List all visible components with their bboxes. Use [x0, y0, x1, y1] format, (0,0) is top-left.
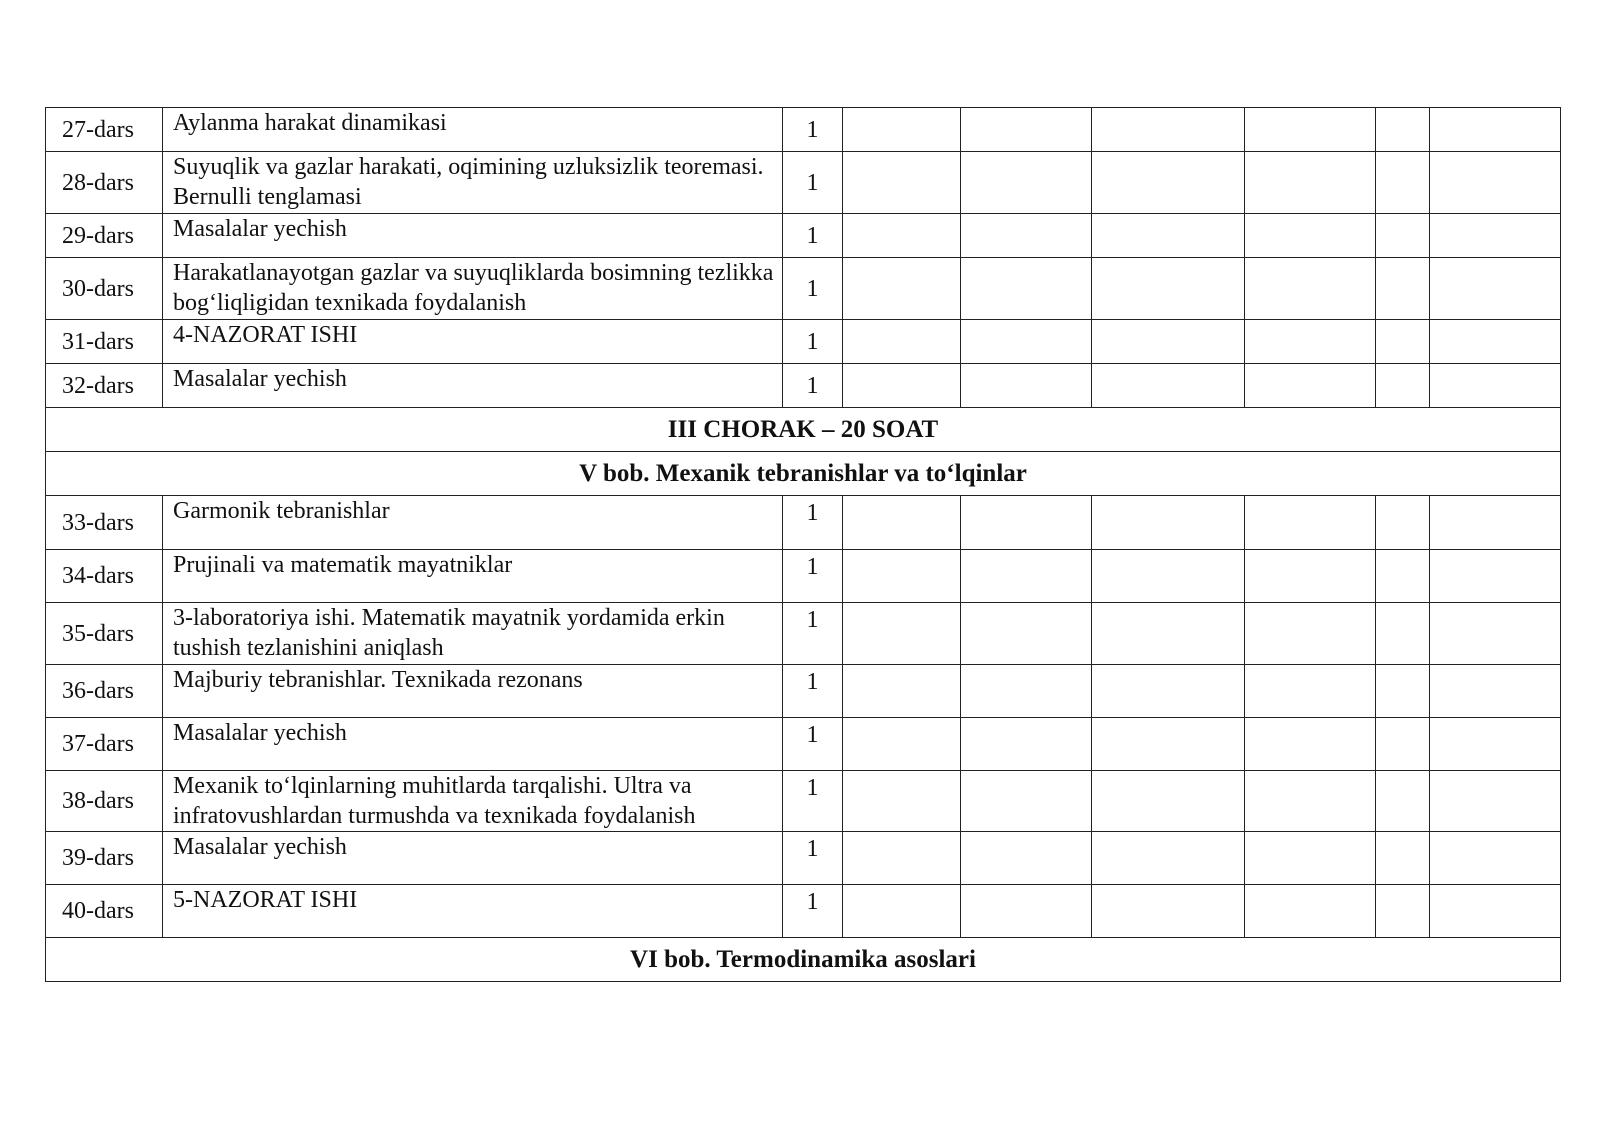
empty-cell — [1376, 885, 1430, 938]
lesson-topic: Masalalar yechish — [163, 364, 783, 408]
empty-cell — [843, 718, 961, 771]
lesson-hours: 1 — [783, 108, 843, 152]
empty-cell — [1092, 258, 1245, 320]
empty-cell — [1245, 832, 1376, 885]
empty-cell — [1376, 152, 1430, 214]
empty-cell — [961, 771, 1092, 832]
empty-cell — [843, 665, 961, 718]
empty-cell — [1245, 320, 1376, 364]
empty-cell — [1245, 364, 1376, 408]
empty-cell — [1092, 320, 1245, 364]
table-row — [46, 603, 1561, 665]
empty-cell — [961, 364, 1092, 408]
empty-cell — [1376, 550, 1430, 603]
empty-cell — [843, 885, 961, 938]
empty-cell — [1376, 771, 1430, 832]
lesson-topic: Masalalar yechish — [163, 718, 783, 771]
empty-cell — [961, 832, 1092, 885]
empty-cell — [961, 718, 1092, 771]
lesson-number: 38-dars — [46, 771, 163, 832]
lesson-number: 28-dars — [46, 152, 163, 214]
lesson-number: 40-dars — [46, 885, 163, 938]
lesson-topic: Masalalar yechish — [163, 214, 783, 258]
empty-cell — [1430, 214, 1561, 258]
lesson-topic: Masalalar yechish — [163, 832, 783, 885]
empty-cell — [1092, 718, 1245, 771]
table-row — [46, 364, 1561, 408]
empty-cell — [1092, 885, 1245, 938]
empty-cell — [1430, 320, 1561, 364]
lesson-number: 34-dars — [46, 550, 163, 603]
quarter-heading-row — [46, 408, 1561, 452]
lesson-topic: Garmonik tebranishlar — [163, 496, 783, 550]
lesson-topic: 3-laboratoriya ishi. Matematik mayatnik yordamida erkin tushish tezlanishini aniqlash — [163, 603, 783, 665]
empty-cell — [1376, 832, 1430, 885]
table-row — [46, 152, 1561, 214]
empty-cell — [1430, 832, 1561, 885]
chapter-heading: VI bob. Termodinamika asoslari — [46, 938, 1561, 982]
empty-cell — [843, 550, 961, 603]
empty-cell — [1092, 771, 1245, 832]
lesson-topic: Majburiy tebranishlar. Texnikada rezonans — [163, 665, 783, 718]
empty-cell — [843, 108, 961, 152]
empty-cell — [1430, 152, 1561, 214]
empty-cell — [1245, 771, 1376, 832]
empty-cell — [843, 214, 961, 258]
table-row — [46, 214, 1561, 258]
table-row — [46, 258, 1561, 320]
lesson-number: 33-dars — [46, 496, 163, 550]
chapter-heading-row — [46, 452, 1561, 496]
table-row — [46, 885, 1561, 938]
table-row — [46, 718, 1561, 771]
table-row — [46, 665, 1561, 718]
lesson-topic: 4-NAZORAT ISHI — [163, 320, 783, 364]
empty-cell — [1245, 603, 1376, 665]
empty-cell — [1245, 152, 1376, 214]
empty-cell — [961, 320, 1092, 364]
empty-cell — [843, 603, 961, 665]
empty-cell — [1245, 550, 1376, 603]
empty-cell — [1245, 718, 1376, 771]
lesson-hours: 1 — [783, 603, 843, 665]
table-row — [46, 108, 1561, 152]
empty-cell — [1430, 364, 1561, 408]
lesson-number: 37-dars — [46, 718, 163, 771]
empty-cell — [1092, 496, 1245, 550]
lesson-topic: Prujinali va matematik mayatniklar — [163, 550, 783, 603]
lesson-topic: Aylanma harakat dinamikasi — [163, 108, 783, 152]
lesson-hours: 1 — [783, 832, 843, 885]
lesson-number: 36-dars — [46, 665, 163, 718]
lesson-number: 29-dars — [46, 214, 163, 258]
empty-cell — [1245, 214, 1376, 258]
empty-cell — [961, 550, 1092, 603]
empty-cell — [1430, 718, 1561, 771]
empty-cell — [1376, 214, 1430, 258]
empty-cell — [843, 364, 961, 408]
empty-cell — [843, 496, 961, 550]
table-row — [46, 320, 1561, 364]
empty-cell — [843, 258, 961, 320]
lesson-number: 30-dars — [46, 258, 163, 320]
lesson-hours: 1 — [783, 885, 843, 938]
empty-cell — [1092, 214, 1245, 258]
empty-cell — [1376, 108, 1430, 152]
empty-cell — [1092, 152, 1245, 214]
lesson-topic: 5-NAZORAT ISHI — [163, 885, 783, 938]
empty-cell — [961, 152, 1092, 214]
empty-cell — [1092, 364, 1245, 408]
empty-cell — [1092, 665, 1245, 718]
empty-cell — [1430, 771, 1561, 832]
chapter-heading-row — [46, 938, 1561, 982]
quarter-heading: III CHORAK – 20 SOAT — [46, 408, 1561, 452]
table-row — [46, 832, 1561, 885]
empty-cell — [843, 152, 961, 214]
lesson-hours: 1 — [783, 320, 843, 364]
empty-cell — [1092, 108, 1245, 152]
empty-cell — [961, 496, 1092, 550]
empty-cell — [1430, 885, 1561, 938]
empty-cell — [1430, 258, 1561, 320]
empty-cell — [1245, 665, 1376, 718]
empty-cell — [1430, 603, 1561, 665]
empty-cell — [843, 832, 961, 885]
table-row — [46, 550, 1561, 603]
lesson-number: 27-dars — [46, 108, 163, 152]
empty-cell — [1430, 496, 1561, 550]
empty-cell — [1092, 603, 1245, 665]
table-row — [46, 771, 1561, 832]
empty-cell — [961, 885, 1092, 938]
empty-cell — [1376, 718, 1430, 771]
empty-cell — [961, 603, 1092, 665]
empty-cell — [1376, 496, 1430, 550]
lesson-hours: 1 — [783, 152, 843, 214]
empty-cell — [1245, 108, 1376, 152]
lesson-topic: Mexanik to‘lqinlarning muhitlarda tarqalishi. Ultra va infratovushlardan turmushda va texnikada foydalanish — [163, 771, 783, 832]
lesson-hours: 1 — [783, 214, 843, 258]
empty-cell — [1376, 364, 1430, 408]
lesson-hours: 1 — [783, 496, 843, 550]
empty-cell — [1376, 603, 1430, 665]
lesson-number: 35-dars — [46, 603, 163, 665]
empty-cell — [1430, 665, 1561, 718]
lesson-hours: 1 — [783, 364, 843, 408]
empty-cell — [1245, 496, 1376, 550]
empty-cell — [961, 258, 1092, 320]
lesson-hours: 1 — [783, 771, 843, 832]
lesson-hours: 1 — [783, 718, 843, 771]
empty-cell — [1245, 258, 1376, 320]
empty-cell — [1376, 320, 1430, 364]
empty-cell — [961, 108, 1092, 152]
empty-cell — [1245, 885, 1376, 938]
empty-cell — [843, 771, 961, 832]
lesson-hours: 1 — [783, 550, 843, 603]
lesson-number: 31-dars — [46, 320, 163, 364]
empty-cell — [1092, 832, 1245, 885]
lesson-hours: 1 — [783, 665, 843, 718]
empty-cell — [1430, 550, 1561, 603]
empty-cell — [1092, 550, 1245, 603]
lesson-number: 39-dars — [46, 832, 163, 885]
empty-cell — [961, 214, 1092, 258]
lesson-hours: 1 — [783, 258, 843, 320]
chapter-heading: V bob. Mexanik tebranishlar va to‘lqinlar — [46, 452, 1561, 496]
empty-cell — [1430, 108, 1561, 152]
lesson-number: 32-dars — [46, 364, 163, 408]
lesson-plan-table — [45, 107, 1561, 982]
empty-cell — [1376, 665, 1430, 718]
empty-cell — [1376, 258, 1430, 320]
table-row — [46, 496, 1561, 550]
empty-cell — [843, 320, 961, 364]
lesson-topic: Suyuqlik va gazlar harakati, oqimining uzluksizlik teoremasi. Bernulli tenglamasi — [163, 152, 783, 214]
empty-cell — [961, 665, 1092, 718]
lesson-topic: Harakatlanayotgan gazlar va suyuqliklarda bosimning tezlikka bog‘liqligidan texnikada foydalanish — [163, 258, 783, 320]
